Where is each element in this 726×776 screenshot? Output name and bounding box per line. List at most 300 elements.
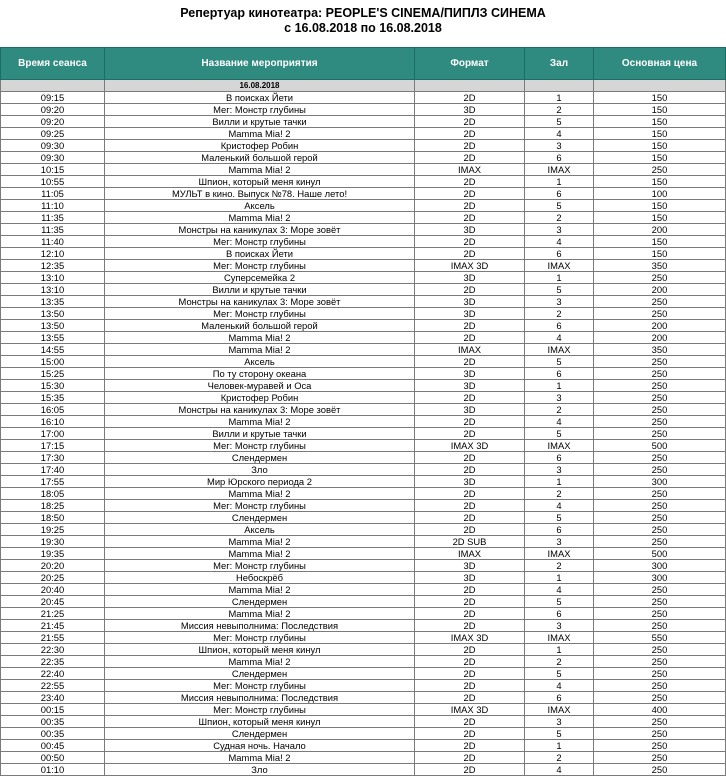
cell-time: 15:25	[1, 368, 105, 380]
cell-hall: IMAX	[525, 548, 594, 560]
cell-time: 19:35	[1, 548, 105, 560]
cell-title: Вилли и крутые тачки	[105, 428, 415, 440]
cell-format: IMAX	[415, 548, 525, 560]
cell-time: 09:30	[1, 140, 105, 152]
table-row	[1, 692, 726, 704]
cell-title: Шпион, который меня кинул	[105, 176, 415, 188]
cell-format: 2D	[415, 92, 525, 104]
date-spacer	[525, 80, 594, 92]
cell-hall: 1	[525, 176, 594, 188]
cell-price: 500	[594, 440, 726, 452]
cell-title: Мег: Монстр глубины	[105, 104, 415, 116]
cell-format: 2D	[415, 128, 525, 140]
table-row	[1, 296, 726, 308]
cell-hall: IMAX	[525, 260, 594, 272]
cell-hall: 6	[525, 320, 594, 332]
table-row	[1, 656, 726, 668]
cell-title: Мег: Монстр глубины	[105, 308, 415, 320]
cell-title: Миссия невыполнима: Последствия	[105, 692, 415, 704]
cell-price: 250	[594, 416, 726, 428]
cell-price: 250	[594, 296, 726, 308]
cell-time: 16:05	[1, 404, 105, 416]
cell-hall: 2	[525, 212, 594, 224]
cell-hall: 3	[525, 140, 594, 152]
cell-price: 250	[594, 164, 726, 176]
cell-format: 3D	[415, 296, 525, 308]
cell-title: Мег: Монстр глубины	[105, 632, 415, 644]
cell-format: IMAX 3D	[415, 632, 525, 644]
cell-price: 250	[594, 356, 726, 368]
cell-price: 250	[594, 716, 726, 728]
cell-format: 2D	[415, 644, 525, 656]
cell-price: 250	[594, 464, 726, 476]
table-row	[1, 284, 726, 296]
cell-title: Вилли и крутые тачки	[105, 284, 415, 296]
cell-title: Mamma Mia! 2	[105, 344, 415, 356]
cell-hall: 3	[525, 392, 594, 404]
cell-time: 18:50	[1, 512, 105, 524]
cell-price: 250	[594, 584, 726, 596]
cell-format: 3D	[415, 404, 525, 416]
cell-price: 100	[594, 188, 726, 200]
cell-format: 3D	[415, 272, 525, 284]
cell-title: Зло	[105, 464, 415, 476]
table-row	[1, 620, 726, 632]
table-row	[1, 104, 726, 116]
cell-title: Мир Юрского периода 2	[105, 476, 415, 488]
cell-time: 17:30	[1, 452, 105, 464]
table-row	[1, 392, 726, 404]
cell-format: 2D	[415, 500, 525, 512]
cell-hall: 4	[525, 584, 594, 596]
column-header-time: Время сеанса	[1, 48, 105, 80]
cell-hall: 5	[525, 512, 594, 524]
cell-format: 2D	[415, 284, 525, 296]
cell-price: 200	[594, 284, 726, 296]
cell-hall: 6	[525, 524, 594, 536]
cell-price: 200	[594, 320, 726, 332]
cell-hall: 2	[525, 560, 594, 572]
cell-time: 10:15	[1, 164, 105, 176]
cell-format: 2D	[415, 524, 525, 536]
cell-format: IMAX 3D	[415, 704, 525, 716]
cell-price: 200	[594, 224, 726, 236]
cell-price: 250	[594, 596, 726, 608]
table-row	[1, 380, 726, 392]
cell-title: Mamma Mia! 2	[105, 416, 415, 428]
cell-time: 00:15	[1, 704, 105, 716]
cell-title: Mamma Mia! 2	[105, 548, 415, 560]
cell-format: 2D SUB	[415, 536, 525, 548]
cell-price: 400	[594, 704, 726, 716]
cell-price: 250	[594, 404, 726, 416]
table-row	[1, 584, 726, 596]
cell-format: 2D	[415, 752, 525, 764]
cell-time: 17:40	[1, 464, 105, 476]
cell-time: 11:05	[1, 188, 105, 200]
table-row	[1, 536, 726, 548]
cell-price: 150	[594, 92, 726, 104]
table-row	[1, 152, 726, 164]
cell-title: Миссия невыполнима: Последствия	[105, 620, 415, 632]
cell-hall: 5	[525, 728, 594, 740]
cell-format: 2D	[415, 668, 525, 680]
cell-hall: 6	[525, 188, 594, 200]
cell-time: 13:10	[1, 272, 105, 284]
cell-time: 09:20	[1, 104, 105, 116]
cell-hall: 6	[525, 248, 594, 260]
cell-hall: 4	[525, 500, 594, 512]
table-row	[1, 140, 726, 152]
table-row	[1, 224, 726, 236]
schedule-table	[0, 47, 726, 776]
cell-price: 250	[594, 524, 726, 536]
table-row	[1, 344, 726, 356]
cell-price: 150	[594, 140, 726, 152]
cell-time: 22:55	[1, 680, 105, 692]
cell-format: 2D	[415, 248, 525, 260]
table-row	[1, 236, 726, 248]
cell-title: Суперсемейка 2	[105, 272, 415, 284]
cell-title: Мег: Монстр глубины	[105, 704, 415, 716]
cell-format: 3D	[415, 572, 525, 584]
cell-time: 11:10	[1, 200, 105, 212]
cell-price: 250	[594, 500, 726, 512]
cell-format: 2D	[415, 512, 525, 524]
table-row	[1, 356, 726, 368]
cell-hall: 1	[525, 272, 594, 284]
cell-price: 200	[594, 332, 726, 344]
cell-hall: 5	[525, 596, 594, 608]
cell-format: 2D	[415, 596, 525, 608]
cell-title: Mamma Mia! 2	[105, 584, 415, 596]
cell-title: Слендермен	[105, 596, 415, 608]
cell-hall: IMAX	[525, 704, 594, 716]
cell-time: 22:30	[1, 644, 105, 656]
cell-hall: 5	[525, 284, 594, 296]
table-row	[1, 644, 726, 656]
cell-time: 00:35	[1, 728, 105, 740]
cell-title: Кристофер Робин	[105, 392, 415, 404]
cell-hall: 5	[525, 200, 594, 212]
table-row	[1, 440, 726, 452]
cell-time: 21:55	[1, 632, 105, 644]
cell-time: 15:35	[1, 392, 105, 404]
cell-title: Mamma Mia! 2	[105, 536, 415, 548]
cell-price: 250	[594, 692, 726, 704]
table-row	[1, 260, 726, 272]
cell-format: 2D	[415, 656, 525, 668]
cell-format: 2D	[415, 176, 525, 188]
cell-title: Mamma Mia! 2	[105, 212, 415, 224]
cell-price: 250	[594, 368, 726, 380]
cell-format: IMAX 3D	[415, 440, 525, 452]
table-row	[1, 476, 726, 488]
cell-price: 250	[594, 728, 726, 740]
cell-time: 13:55	[1, 332, 105, 344]
table-row	[1, 716, 726, 728]
table-row	[1, 428, 726, 440]
cell-hall: 6	[525, 452, 594, 464]
table-row	[1, 308, 726, 320]
cell-format: 2D	[415, 488, 525, 500]
cell-format: 2D	[415, 464, 525, 476]
cell-price: 250	[594, 452, 726, 464]
table-row	[1, 560, 726, 572]
cell-time: 12:10	[1, 248, 105, 260]
cell-format: 3D	[415, 308, 525, 320]
table-row	[1, 452, 726, 464]
table-row	[1, 404, 726, 416]
cell-price: 250	[594, 620, 726, 632]
cell-time: 22:40	[1, 668, 105, 680]
cell-price: 300	[594, 560, 726, 572]
cell-hall: 1	[525, 380, 594, 392]
cell-format: 2D	[415, 620, 525, 632]
cell-title: Аксель	[105, 524, 415, 536]
table-row	[1, 212, 726, 224]
cell-title: Mamma Mia! 2	[105, 656, 415, 668]
cell-price: 250	[594, 272, 726, 284]
cell-title: Зло	[105, 764, 415, 776]
cell-price: 150	[594, 104, 726, 116]
cell-title: Аксель	[105, 356, 415, 368]
cell-time: 11:35	[1, 212, 105, 224]
table-row	[1, 632, 726, 644]
cell-time: 20:20	[1, 560, 105, 572]
cell-hall: 4	[525, 764, 594, 776]
column-header-price: Основная цена	[594, 48, 726, 80]
table-row	[1, 704, 726, 716]
cell-price: 250	[594, 608, 726, 620]
table-row	[1, 164, 726, 176]
cell-format: 2D	[415, 428, 525, 440]
cell-price: 150	[594, 128, 726, 140]
cell-hall: 2	[525, 656, 594, 668]
cell-hall: 5	[525, 116, 594, 128]
table-row	[1, 668, 726, 680]
date-spacer	[594, 80, 726, 92]
cell-price: 250	[594, 656, 726, 668]
cell-time: 13:35	[1, 296, 105, 308]
table-row	[1, 188, 726, 200]
cell-title: Мег: Монстр глубины	[105, 680, 415, 692]
cell-title: Mamma Mia! 2	[105, 488, 415, 500]
cell-format: 2D	[415, 152, 525, 164]
cell-time: 18:25	[1, 500, 105, 512]
cell-time: 17:00	[1, 428, 105, 440]
cell-hall: 3	[525, 296, 594, 308]
cell-time: 11:40	[1, 236, 105, 248]
cell-price: 150	[594, 176, 726, 188]
cell-title: Mamma Mia! 2	[105, 752, 415, 764]
header-row	[1, 48, 726, 80]
cell-price: 300	[594, 572, 726, 584]
cell-format: 2D	[415, 692, 525, 704]
table-row	[1, 740, 726, 752]
table-row	[1, 512, 726, 524]
table-row	[1, 572, 726, 584]
cell-title: Слендермен	[105, 512, 415, 524]
cell-format: 2D	[415, 740, 525, 752]
cell-price: 250	[594, 392, 726, 404]
table-row	[1, 728, 726, 740]
cell-time: 13:50	[1, 308, 105, 320]
cell-hall: 3	[525, 464, 594, 476]
cell-price: 150	[594, 236, 726, 248]
table-row	[1, 500, 726, 512]
cell-format: 2D	[415, 332, 525, 344]
cell-hall: 4	[525, 128, 594, 140]
cell-time: 21:45	[1, 620, 105, 632]
cell-format: 2D	[415, 716, 525, 728]
table-row	[1, 368, 726, 380]
table-row	[1, 128, 726, 140]
cell-price: 350	[594, 344, 726, 356]
cell-price: 250	[594, 680, 726, 692]
table-row	[1, 200, 726, 212]
cell-title: Mamma Mia! 2	[105, 164, 415, 176]
cell-title: Слендермен	[105, 728, 415, 740]
cell-title: В поисках Йети	[105, 92, 415, 104]
cell-time: 22:35	[1, 656, 105, 668]
date-spacer-left	[1, 80, 105, 92]
cell-price: 250	[594, 740, 726, 752]
cell-format: 3D	[415, 560, 525, 572]
cell-hall: 5	[525, 356, 594, 368]
cell-title: Мег: Монстр глубины	[105, 500, 415, 512]
cell-format: 2D	[415, 320, 525, 332]
table-row	[1, 488, 726, 500]
cell-price: 250	[594, 308, 726, 320]
column-header-title: Название мероприятия	[105, 48, 415, 80]
table-row	[1, 764, 726, 776]
cell-price: 500	[594, 548, 726, 560]
cell-title: Мег: Монстр глубины	[105, 440, 415, 452]
cell-hall: IMAX	[525, 440, 594, 452]
cell-hall: 2	[525, 752, 594, 764]
cell-hall: 4	[525, 332, 594, 344]
cell-hall: 3	[525, 224, 594, 236]
table-row	[1, 416, 726, 428]
cell-title: Мег: Монстр глубины	[105, 560, 415, 572]
cell-time: 11:35	[1, 224, 105, 236]
cell-title: Маленький большой герой	[105, 152, 415, 164]
cell-format: 2D	[415, 188, 525, 200]
cell-hall: 5	[525, 668, 594, 680]
cell-format: 3D	[415, 104, 525, 116]
cell-time: 00:50	[1, 752, 105, 764]
cell-title: По ту сторону океана	[105, 368, 415, 380]
cell-title: Вилли и крутые тачки	[105, 116, 415, 128]
cell-format: 2D	[415, 416, 525, 428]
cell-hall: IMAX	[525, 164, 594, 176]
cell-price: 250	[594, 380, 726, 392]
cell-price: 150	[594, 200, 726, 212]
cell-time: 15:30	[1, 380, 105, 392]
cell-format: 2D	[415, 356, 525, 368]
cell-title: Человек-муравей и Оса	[105, 380, 415, 392]
cell-format: 3D	[415, 476, 525, 488]
cell-hall: IMAX	[525, 632, 594, 644]
cell-format: 2D	[415, 728, 525, 740]
cell-hall: 1	[525, 92, 594, 104]
cell-format: 2D	[415, 392, 525, 404]
cell-price: 250	[594, 488, 726, 500]
cell-hall: 6	[525, 368, 594, 380]
cell-time: 13:10	[1, 284, 105, 296]
cell-hall: 4	[525, 416, 594, 428]
cell-time: 12:35	[1, 260, 105, 272]
cell-time: 00:45	[1, 740, 105, 752]
cell-price: 300	[594, 476, 726, 488]
cell-price: 350	[594, 260, 726, 272]
cell-title: Монстры на каникулах 3: Море зовёт	[105, 224, 415, 236]
cell-hall: 2	[525, 104, 594, 116]
cell-price: 250	[594, 536, 726, 548]
cell-price: 250	[594, 764, 726, 776]
cell-time: 17:55	[1, 476, 105, 488]
cell-title: Слендермен	[105, 668, 415, 680]
cell-title: Аксель	[105, 200, 415, 212]
cell-hall: 2	[525, 488, 594, 500]
table-row	[1, 524, 726, 536]
cell-format: 2D	[415, 140, 525, 152]
date-label: 16.08.2018	[105, 80, 415, 92]
cell-price: 150	[594, 212, 726, 224]
cell-time: 19:25	[1, 524, 105, 536]
cell-hall: 3	[525, 620, 594, 632]
cell-hall: 6	[525, 152, 594, 164]
cell-format: 2D	[415, 584, 525, 596]
cell-time: 19:30	[1, 536, 105, 548]
cell-title: Слендермен	[105, 452, 415, 464]
cell-hall: 1	[525, 644, 594, 656]
cell-time: 10:55	[1, 176, 105, 188]
cell-time: 09:30	[1, 152, 105, 164]
cell-hall: 2	[525, 308, 594, 320]
table-row	[1, 272, 726, 284]
table-row	[1, 680, 726, 692]
cell-time: 00:35	[1, 716, 105, 728]
cell-format: 2D	[415, 200, 525, 212]
cell-title: Кристофер Робин	[105, 140, 415, 152]
cell-format: 2D	[415, 764, 525, 776]
cell-title: Шпион, который меня кинул	[105, 716, 415, 728]
cell-hall: 4	[525, 680, 594, 692]
cell-title: Mamma Mia! 2	[105, 128, 415, 140]
cell-title: Шпион, который меня кинул	[105, 644, 415, 656]
cell-price: 550	[594, 632, 726, 644]
cell-title: Монстры на каникулах 3: Море зовёт	[105, 404, 415, 416]
cell-hall: 3	[525, 536, 594, 548]
cell-time: 17:15	[1, 440, 105, 452]
cell-title: Маленький большой герой	[105, 320, 415, 332]
cell-time: 09:15	[1, 92, 105, 104]
cell-title: Монстры на каникулах 3: Море зовёт	[105, 296, 415, 308]
cell-hall: 6	[525, 692, 594, 704]
cell-title: Небоскрёб	[105, 572, 415, 584]
cell-time: 20:25	[1, 572, 105, 584]
cell-format: 2D	[415, 212, 525, 224]
title-line-2: с 16.08.2018 по 16.08.2018	[284, 21, 442, 35]
cell-time: 09:25	[1, 128, 105, 140]
cell-format: 3D	[415, 368, 525, 380]
cell-time: 18:05	[1, 488, 105, 500]
cell-format: 2D	[415, 236, 525, 248]
cell-price: 150	[594, 116, 726, 128]
cell-time: 09:20	[1, 116, 105, 128]
